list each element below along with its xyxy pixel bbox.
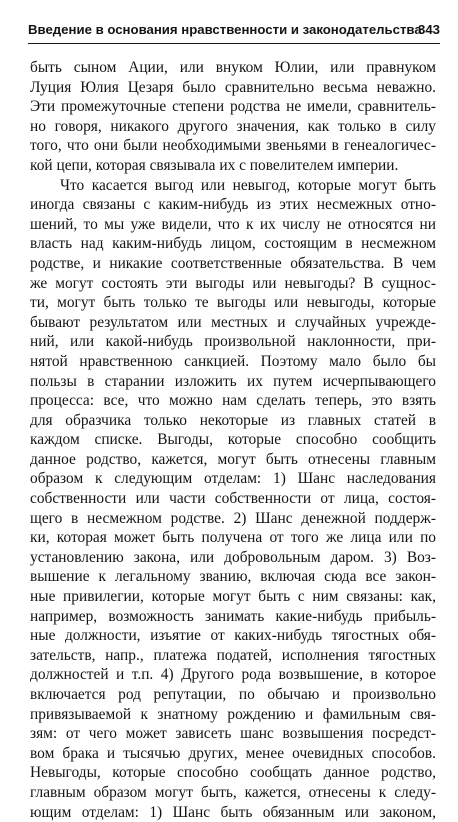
text-line: данное родство, кажется, могут быть отнесены главным	[30, 450, 436, 468]
text-line: установлению закона, или добровольным даром. 3) Воз-	[30, 548, 436, 566]
text-line: образом к следующим отделам: 1) Шанс наследования	[30, 470, 436, 488]
text-line: должностей и т.п. 4) Другого рода возвышение, в которое	[30, 666, 436, 684]
text-line: Луция Юлия Цезаря было сравнительно весьма неважно.	[30, 78, 436, 96]
text-line: ки, которая может быть получена от того же лица или по	[30, 529, 436, 547]
text-line: же могут состоять эти выгоды или невыгоды? В сущнос-	[30, 274, 436, 292]
header-rule	[28, 43, 440, 44]
text-line: каждом списке. Выгоды, которые способно сообщить	[30, 431, 436, 449]
body-text	[30, 58, 436, 822]
text-line: бывают результатом или местных и случайных учрежде-	[30, 313, 436, 331]
text-line: привязываемой к знатному рождению и фамильным свя-	[30, 705, 436, 723]
text-line: вышение к легальному званию, включая сюда все закон-	[30, 568, 436, 586]
text-line: зям: от чего может зависеть шанс возвышения посредст-	[30, 725, 436, 743]
text-line: собственности или части собственности от лица, состоя-	[30, 490, 436, 508]
text-line: Что касается выгод или невыгод, которые могут быть	[60, 176, 436, 194]
page-number: 343	[417, 22, 440, 37]
page-header	[28, 22, 440, 44]
text-line: ные должности, изъятие от каких-нибудь тягостных обя-	[30, 627, 436, 645]
text-line: шений, то мы уже видели, что к их числу не относятся ни	[30, 215, 436, 233]
text-line: иногда связаны с каким-нибудь из этих несмежных отно-	[30, 196, 436, 214]
running-title: Введение в основания нравственности и законодательства	[28, 22, 422, 37]
text-line: например, возможность занимать какие-нибудь прибыль-	[30, 607, 436, 625]
text-line: вом брака и тысячью других, менее очевидных способов.	[30, 744, 436, 762]
text-line: того, что они были необходимыми звеньями в генеалогичес-	[30, 137, 436, 155]
text-line: кой цепи, которая связывала их с повелителем империи.	[30, 156, 399, 174]
text-line: пользы в старании изложить их путем исчерпывающего	[30, 372, 436, 390]
text-line: зательств, напр., платежа податей, исполнения тягостных	[30, 646, 436, 664]
text-line: ний, или какой-нибудь произвольной наклонности, при-	[30, 333, 436, 351]
text-line: Эти промежуточные степени родства не имели, сравнитель-	[30, 98, 436, 116]
text-line: нятой нравственною санкцией. Поэтому мало было бы	[30, 352, 436, 370]
text-line: ные привилегии, которые могут быть с ним связаны: как,	[30, 588, 436, 606]
text-line: но говоря, никакого другого значения, как только в силу	[30, 117, 436, 135]
text-line: главным образом могут быть, кажется, отнесены к следу-	[30, 783, 436, 801]
text-line: для образчика только некоторые из главных статей в	[30, 411, 436, 429]
text-line: ти, могут быть только те выгоды или невыгоды, которые	[30, 294, 436, 312]
text-line: ющим отделам: 1) Шанс быть обязанным или законом,	[30, 803, 436, 821]
text-line: включается род репутации, по обычаю и произвольно	[30, 686, 436, 703]
text-line: щего в несмежном родстве. 2) Шанс денежной поддерж-	[30, 509, 436, 527]
text-line: родстве, и никакие соответственные обязательства. В чем	[30, 254, 436, 272]
text-line: власть над каким-нибудь лицом, состоящим в несмежном	[30, 235, 436, 253]
text-line: быть сыном Ации, или внуком Юлии, или правнуком	[30, 59, 436, 76]
text-line: процесса: все, что можно нам сделать теперь, это взять	[30, 392, 436, 410]
text-line: Невыгоды, которые способно сообщать данное родство,	[30, 764, 436, 782]
